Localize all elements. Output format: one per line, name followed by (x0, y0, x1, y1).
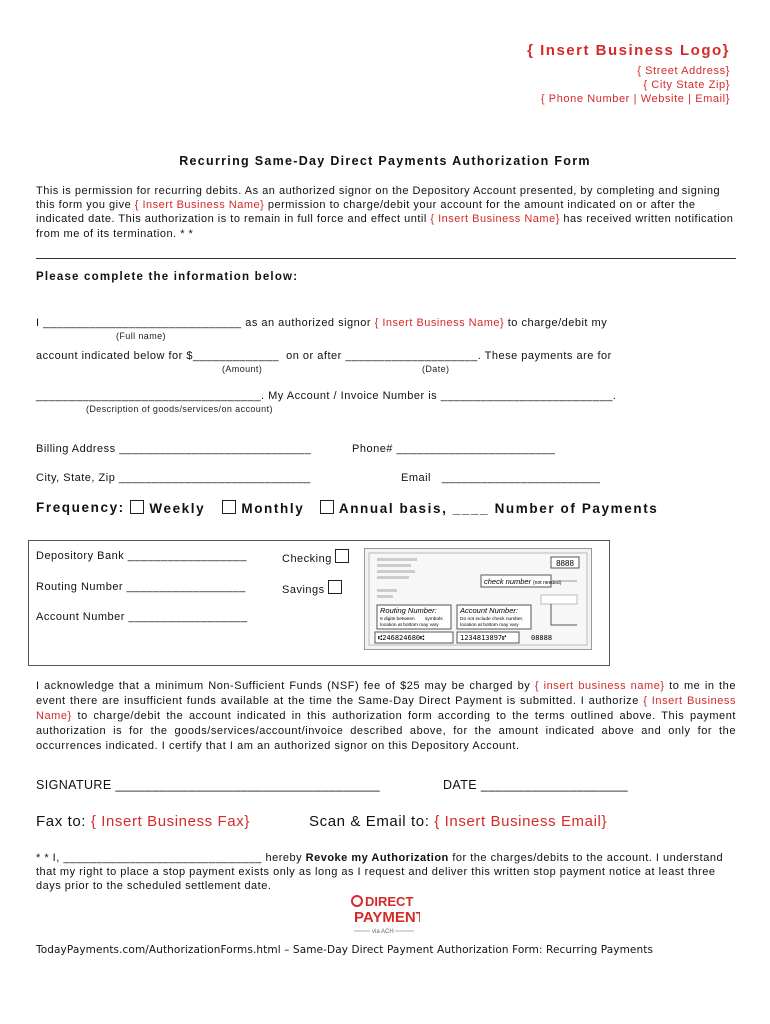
revoke-text-2: hereby (265, 852, 303, 864)
email-label: Email (401, 472, 432, 484)
divider (36, 258, 736, 259)
ack-text-1: I acknowledge that a minimum Non-Sufficient Funds (NSF) fee of $25 may be charged by (36, 680, 535, 692)
routing-desc-3: location at bottom may vary (380, 623, 439, 628)
micr-routing: ⑆246824680⑆ (378, 634, 425, 642)
signature-date-field[interactable]: ____________________ (480, 778, 628, 792)
city-state-zip-field[interactable]: _____________________________ (118, 472, 311, 484)
checking-checkbox[interactable] (335, 549, 349, 563)
date-field[interactable]: ____________________ (345, 350, 478, 362)
invoice-number-field[interactable]: __________________________ (440, 390, 613, 402)
line-text: as an authorized signor (245, 317, 372, 329)
contact-info: { Phone Number | Website | Email} (540, 93, 730, 105)
account-desc-1: Do not include check number, (460, 617, 524, 622)
routing-number-label: Routing Number (36, 581, 124, 593)
check-number-label: check number (484, 577, 532, 586)
business-name-placeholder: { insert business name} (534, 680, 665, 692)
business-name-placeholder: { Insert Business Name} (36, 695, 736, 722)
signature-label: SIGNATURE (36, 778, 112, 792)
account-number-check-label: Account Number: (460, 606, 518, 615)
account-number-row (36, 611, 248, 623)
footer-text: TodayPayments.com/AuthorizationForms.html – Same-Day Direct Payment Authorization Form: Recurring Payments (36, 944, 654, 956)
account-number-field[interactable]: __________________ (128, 611, 248, 623)
frequency-label: Frequency: (36, 500, 125, 515)
ack-text-2: to me in the event there are insufficient funds available at the time the Same-Day Direct Payment is submitted. I authorize (36, 680, 736, 707)
revoke-paragraph (36, 851, 736, 894)
billing-address-field[interactable]: _____________________________ (119, 443, 312, 455)
phone-label: Phone# (352, 443, 393, 455)
checking-label: Checking (282, 553, 332, 565)
annual-label: Annual basis, ____ Number of Payments (338, 501, 659, 516)
checking-option[interactable] (282, 549, 349, 565)
business-name-placeholder: { Insert Business Name} (134, 199, 265, 212)
amount-field[interactable]: _____________ (192, 350, 280, 362)
depository-bank-label: Depository Bank (36, 550, 125, 562)
billing-address-label: Billing Address (36, 443, 116, 455)
street-address: { Street Address} (637, 65, 730, 77)
full-name-line (36, 317, 607, 329)
routing-desc-1: 9 digits between (380, 617, 415, 622)
business-name-placeholder: { Insert Business Name} (430, 213, 560, 226)
line-text: I (36, 317, 40, 329)
business-email-placeholder: { Insert Business Email} (434, 813, 608, 830)
savings-label: Savings (282, 584, 325, 596)
line-text: account indicated below for $ (36, 350, 193, 362)
description-caption: (Description of goods/services/on account) (86, 404, 273, 414)
brand-line-3: via ACH (372, 929, 394, 935)
savings-option[interactable] (282, 580, 342, 596)
fax-row (36, 813, 250, 830)
brand-line-2: PAYMENT (354, 909, 420, 926)
business-name-placeholder: { Insert Business Name} (374, 317, 505, 329)
revoke-text-1: * * I, (36, 852, 60, 864)
date-row (443, 778, 628, 792)
weekly-label: Weekly (149, 501, 206, 516)
form-title: Recurring Same-Day Direct Payments Authorization Form (179, 154, 591, 168)
amount-date-line (36, 350, 612, 362)
line-text: on or after (286, 350, 342, 362)
description-line (36, 390, 616, 402)
scan-email-row (309, 813, 607, 830)
city-state-zip-row (36, 472, 311, 484)
email-field[interactable]: ________________________ (441, 472, 601, 484)
monthly-checkbox[interactable] (222, 500, 236, 514)
signature-field[interactable]: ____________________________________ (115, 778, 381, 792)
date-label: DATE (443, 778, 478, 792)
sample-check-image (364, 548, 592, 650)
phone-field[interactable]: ________________________ (396, 443, 556, 455)
signature-row (36, 778, 380, 792)
frequency-weekly-option[interactable] (130, 500, 205, 516)
frequency-annual-option[interactable] (320, 500, 658, 516)
depository-bank-row (36, 550, 247, 562)
line-text: to charge/debit my (507, 317, 608, 329)
business-logo-placeholder: { Insert Business Logo} (527, 42, 730, 59)
intro-text-1: This is permission for recurring debits. As an authorized signor on the Depository Account presented, by completing and signing this form you give (36, 185, 721, 212)
scan-email-label: Scan & Email to: (309, 813, 430, 830)
micr-check-number: 08888 (531, 634, 553, 642)
account-desc-2: location at bottom may vary (460, 623, 519, 628)
routing-number-field[interactable]: __________________ (126, 581, 246, 593)
billing-address-row (36, 443, 311, 455)
monthly-label: Monthly (241, 501, 305, 516)
micr-account: 1234813897⑈ (460, 634, 507, 642)
direct-payment-logo (340, 893, 420, 941)
annual-checkbox[interactable] (320, 500, 334, 514)
phone-row (352, 443, 555, 455)
intro-text-3: has received written notification from me of its termination. * * (36, 213, 734, 240)
routing-number-row (36, 581, 246, 593)
fax-label: Fax to: (36, 813, 87, 830)
full-name-field[interactable]: ______________________________ (43, 317, 242, 329)
date-caption: (Date) (422, 364, 450, 374)
line-text: . (612, 390, 617, 402)
amount-caption: (Amount) (222, 364, 263, 374)
intro-text-2: permission to charge/debit your account for the amount indicated on or after the indicated date. This authorization is to remain in full force and effect until (36, 199, 696, 226)
revoke-text-3: for the charges/debits to the account. I understand that my right to place a stop payment exists only as long as I request and deliver this written stop payment notice at least three days prior to the scheduled settlement date. (36, 852, 724, 893)
line-text: . These payments are for (477, 350, 612, 362)
business-fax-placeholder: { Insert Business Fax} (90, 813, 250, 830)
frequency-monthly-option[interactable] (222, 500, 304, 516)
savings-checkbox[interactable] (328, 580, 342, 594)
description-field[interactable]: __________________________________ (36, 390, 262, 402)
city-state-zip-label: City, State, Zip (36, 472, 116, 484)
intro-paragraph (36, 184, 736, 241)
ack-text-3: to charge/debit the account indicated in this authorization form according to the terms outlined above. This payment authorization is for the goods/services/account/invoice described above, for the amount indicated above and only for the occurrences indicated. I certify that I am an authorized signor on this Depository Account. (36, 710, 736, 752)
check-number-value: 8888 (556, 559, 574, 568)
line-text: . My Account / Invoice Number is (261, 390, 438, 402)
email-row (401, 472, 601, 484)
revoke-bold-text: Revoke my Authorization (305, 852, 449, 864)
depository-bank-field[interactable]: __________________ (127, 550, 247, 562)
city-state-zip: { City State Zip} (643, 79, 730, 91)
routing-desc-2: symbols (425, 617, 443, 622)
revoke-name-field[interactable]: ______________________________ (63, 852, 262, 864)
routing-number-check-label: Routing Number: (380, 606, 437, 615)
account-number-label: Account Number (36, 611, 125, 623)
full-name-caption: (Full name) (116, 331, 166, 341)
instructions-heading: Please complete the information below: (36, 271, 299, 283)
not-needed-note: (not needed) (533, 580, 562, 586)
check-illustration (365, 549, 591, 649)
acknowledgment-paragraph (36, 679, 736, 754)
brand-line-1: DIRECT (365, 894, 414, 909)
weekly-checkbox[interactable] (130, 500, 144, 514)
